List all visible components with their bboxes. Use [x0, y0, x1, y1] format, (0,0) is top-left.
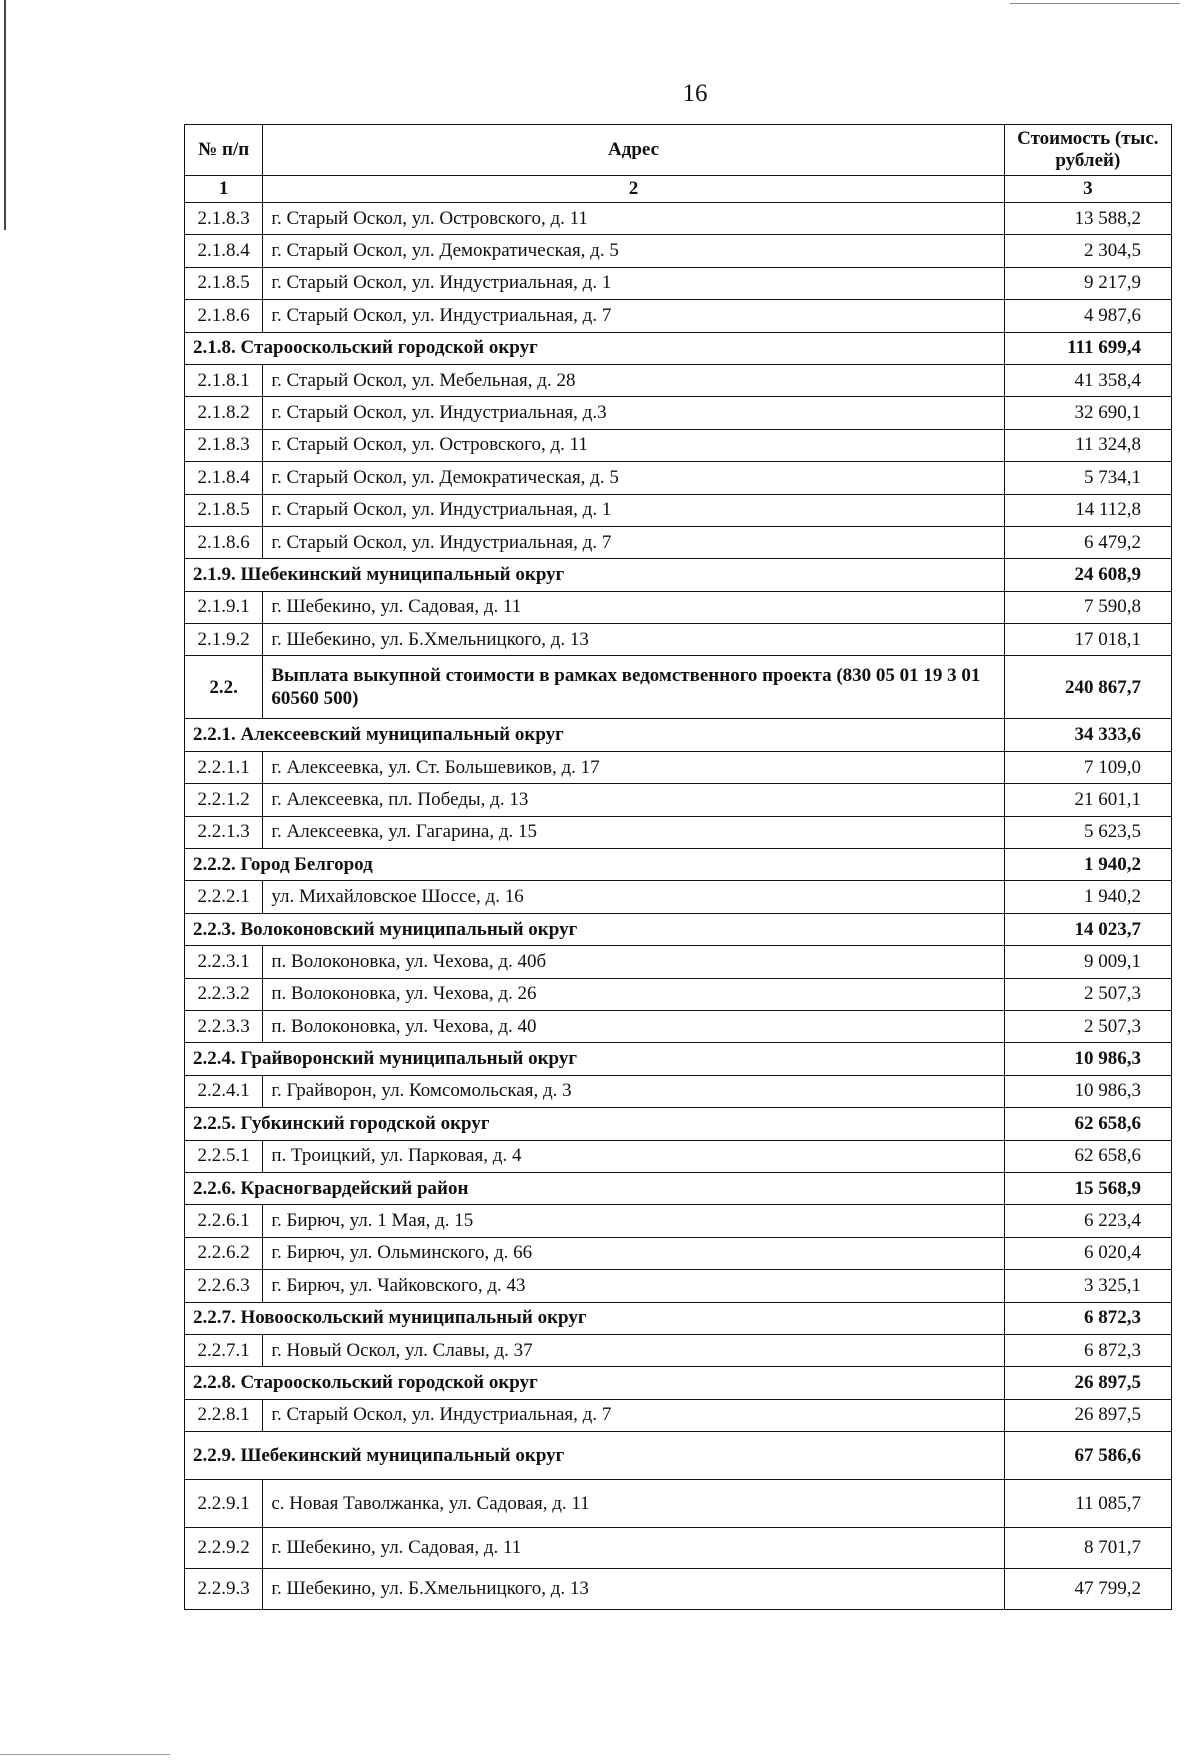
row-address: г. Старый Оскол, ул. Демократическая, д. 5: [263, 235, 1004, 267]
group-title: 2.2.4. Грайворонский муниципальный округ: [185, 1043, 1005, 1075]
row-address: г. Алексеевка, ул. Гагарина, д. 15: [263, 816, 1004, 848]
row-cost: 7 590,8: [1004, 591, 1171, 623]
row-address: с. Новая Таволжанка, ул. Садовая, д. 11: [263, 1480, 1004, 1528]
group-title: 2.2.1. Алексеевский муниципальный округ: [185, 719, 1005, 751]
row-cost: 26 897,5: [1004, 1399, 1171, 1431]
table-row: [185, 784, 1172, 816]
row-cost: 3 325,1: [1004, 1270, 1171, 1302]
row-address: ул. Михайловское Шоссе, д. 16: [263, 881, 1004, 913]
row-address: п. Волоконовка, ул. Чехова, д. 40: [263, 1010, 1004, 1042]
group-title: 2.2.6. Красногвардейский район: [185, 1172, 1005, 1204]
row-address: г. Бирюч, ул. 1 Мая, д. 15: [263, 1205, 1004, 1237]
group-total-cost: 34 333,6: [1004, 719, 1171, 751]
table-header-row: [185, 125, 1172, 176]
table-row: [185, 591, 1172, 623]
row-number: 2.2.1.2: [185, 784, 263, 816]
scan-edge-line: [1010, 3, 1180, 4]
group-title: 2.2.7. Новооскольский муниципальный округ: [185, 1302, 1005, 1334]
table-row: [185, 397, 1172, 429]
row-cost: 6 479,2: [1004, 526, 1171, 558]
table-row: [185, 751, 1172, 783]
row-address: п. Волоконовка, ул. Чехова, д. 26: [263, 978, 1004, 1010]
group-row: [185, 1367, 1172, 1399]
table-row: [185, 300, 1172, 332]
group-total-cost: 14 023,7: [1004, 913, 1171, 945]
row-cost: 1 940,2: [1004, 881, 1171, 913]
column-index-row: [185, 176, 1172, 203]
section-title: Выплата выкупной стоимости в рамках ведомственного проекта (830 05 01 19 3 01 60560 500): [263, 656, 1004, 719]
row-number: 2.1.8.4: [185, 235, 263, 267]
row-number: 2.1.8.6: [185, 300, 263, 332]
row-number: 2.1.9.2: [185, 624, 263, 656]
row-number: 2.1.8.2: [185, 397, 263, 429]
table-row: [185, 1010, 1172, 1042]
row-number: 2.1.8.6: [185, 526, 263, 558]
row-address: г. Шебекино, ул. Садовая, д. 11: [263, 1528, 1004, 1569]
row-address: г. Старый Оскол, ул. Островского, д. 11: [263, 203, 1004, 235]
row-cost: 10 986,3: [1004, 1075, 1171, 1107]
table-row: [185, 1569, 1172, 1610]
section-total-cost: 240 867,7: [1004, 656, 1171, 719]
row-address: г. Шебекино, ул. Б.Хмельницкого, д. 13: [263, 1569, 1004, 1610]
row-number: 2.2.1.3: [185, 816, 263, 848]
table-row: [185, 1480, 1172, 1528]
column-header-address: Адрес: [263, 125, 1004, 176]
table-row: [185, 1399, 1172, 1431]
row-address: п. Волоконовка, ул. Чехова, д. 40б: [263, 946, 1004, 978]
group-row: [185, 1172, 1172, 1204]
column-index: 3: [1004, 176, 1171, 203]
row-number: 2.2.9.1: [185, 1480, 263, 1528]
group-title: 2.2.5. Губкинский городской округ: [185, 1108, 1005, 1140]
table-row: [185, 364, 1172, 396]
column-header-num: № п/п: [185, 125, 263, 176]
row-cost: 9 217,9: [1004, 267, 1171, 299]
row-address: г. Старый Оскол, ул. Индустриальная, д. 1: [263, 494, 1004, 526]
row-cost: 4 987,6: [1004, 300, 1171, 332]
group-row: [185, 1302, 1172, 1334]
row-number: 2.2.9.3: [185, 1569, 263, 1610]
row-cost: 6 020,4: [1004, 1237, 1171, 1269]
table-row: [185, 946, 1172, 978]
row-address: г. Шебекино, ул. Б.Хмельницкого, д. 13: [263, 624, 1004, 656]
row-address: г. Старый Оскол, ул. Индустриальная, д. 7: [263, 300, 1004, 332]
table-body: [185, 203, 1172, 1610]
group-title: 2.2.3. Волоконовский муниципальный округ: [185, 913, 1005, 945]
group-total-cost: 15 568,9: [1004, 1172, 1171, 1204]
row-address: г. Старый Оскол, ул. Демократическая, д. 5: [263, 462, 1004, 494]
column-header-cost: Стоимость (тыс. рублей): [1004, 125, 1171, 176]
row-cost: 21 601,1: [1004, 784, 1171, 816]
table-row: [185, 816, 1172, 848]
table-row: [185, 624, 1172, 656]
row-address: г. Алексеевка, ул. Ст. Большевиков, д. 17: [263, 751, 1004, 783]
row-number: 2.2.4.1: [185, 1075, 263, 1107]
group-row: [185, 849, 1172, 881]
row-cost: 13 588,2: [1004, 203, 1171, 235]
table-row: [185, 526, 1172, 558]
row-address: г. Старый Оскол, ул. Индустриальная, д. 7: [263, 1399, 1004, 1431]
group-row: [185, 1432, 1172, 1480]
group-total-cost: 1 940,2: [1004, 849, 1171, 881]
group-total-cost: 67 586,6: [1004, 1432, 1171, 1480]
column-index: 1: [185, 176, 263, 203]
scan-edge-line: [0, 1754, 170, 1755]
row-number: 2.1.8.5: [185, 494, 263, 526]
row-cost: 2 304,5: [1004, 235, 1171, 267]
group-title: 2.2.9. Шебекинский муниципальный округ: [185, 1432, 1005, 1480]
row-number: 2.2.2.1: [185, 881, 263, 913]
row-number: 2.2.5.1: [185, 1140, 263, 1172]
table-row: [185, 203, 1172, 235]
row-number: 2.1.8.1: [185, 364, 263, 396]
group-row: [185, 559, 1172, 591]
row-number: 2.2.3.1: [185, 946, 263, 978]
group-row: [185, 332, 1172, 364]
row-cost: 47 799,2: [1004, 1569, 1171, 1610]
table-row: [185, 1528, 1172, 1569]
row-cost: 5 623,5: [1004, 816, 1171, 848]
group-total-cost: 111 699,4: [1004, 332, 1171, 364]
row-address: г. Старый Оскол, ул. Индустриальная, д. 1: [263, 267, 1004, 299]
row-address: г. Бирюч, ул. Чайковского, д. 43: [263, 1270, 1004, 1302]
row-number: 2.1.8.3: [185, 429, 263, 461]
row-cost: 2 507,3: [1004, 1010, 1171, 1042]
row-address: г. Шебекино, ул. Садовая, д. 11: [263, 591, 1004, 623]
table-row: [185, 1334, 1172, 1366]
row-number: 2.2.6.3: [185, 1270, 263, 1302]
section-number: 2.2.: [185, 656, 263, 719]
row-number: 2.1.8.4: [185, 462, 263, 494]
group-row: [185, 1043, 1172, 1075]
row-number: 2.2.1.1: [185, 751, 263, 783]
row-address: г. Грайворон, ул. Комсомольская, д. 3: [263, 1075, 1004, 1107]
group-row: [185, 1108, 1172, 1140]
table-row: [185, 1140, 1172, 1172]
row-cost: 6 223,4: [1004, 1205, 1171, 1237]
group-title: 2.2.8. Старооскольский городской округ: [185, 1367, 1005, 1399]
row-address: г. Старый Оскол, ул. Мебельная, д. 28: [263, 364, 1004, 396]
row-cost: 14 112,8: [1004, 494, 1171, 526]
group-total-cost: 24 608,9: [1004, 559, 1171, 591]
table-row: [185, 494, 1172, 526]
table-row: [185, 235, 1172, 267]
row-cost: 32 690,1: [1004, 397, 1171, 429]
table-row: [185, 1075, 1172, 1107]
group-total-cost: 26 897,5: [1004, 1367, 1171, 1399]
table-row: [185, 1270, 1172, 1302]
section-row: [185, 656, 1172, 719]
row-number: 2.2.7.1: [185, 1334, 263, 1366]
group-title: 2.2.2. Город Белгород: [185, 849, 1005, 881]
row-address: г. Старый Оскол, ул. Островского, д. 11: [263, 429, 1004, 461]
row-number: 2.1.8.5: [185, 267, 263, 299]
row-number: 2.1.9.1: [185, 591, 263, 623]
row-number: 2.2.3.3: [185, 1010, 263, 1042]
row-cost: 41 358,4: [1004, 364, 1171, 396]
table-row: [185, 978, 1172, 1010]
row-address: г. Старый Оскол, ул. Индустриальная, д.3: [263, 397, 1004, 429]
group-title: 2.1.9. Шебекинский муниципальный округ: [185, 559, 1005, 591]
row-cost: 5 734,1: [1004, 462, 1171, 494]
row-address: п. Троицкий, ул. Парковая, д. 4: [263, 1140, 1004, 1172]
table-row: [185, 462, 1172, 494]
row-number: 2.2.3.2: [185, 978, 263, 1010]
row-cost: 2 507,3: [1004, 978, 1171, 1010]
cost-table: [184, 124, 1172, 1610]
row-address: г. Алексеевка, пл. Победы, д. 13: [263, 784, 1004, 816]
table-row: [185, 881, 1172, 913]
row-address: г. Старый Оскол, ул. Индустриальная, д. 7: [263, 526, 1004, 558]
row-cost: 9 009,1: [1004, 946, 1171, 978]
group-title: 2.1.8. Старооскольский городской округ: [185, 332, 1005, 364]
row-cost: 7 109,0: [1004, 751, 1171, 783]
table-row: [185, 429, 1172, 461]
row-cost: 6 872,3: [1004, 1334, 1171, 1366]
row-cost: 11 324,8: [1004, 429, 1171, 461]
table-row: [185, 1237, 1172, 1269]
row-cost: 8 701,7: [1004, 1528, 1171, 1569]
group-total-cost: 62 658,6: [1004, 1108, 1171, 1140]
page-number: 16: [682, 80, 708, 107]
row-number: 2.2.8.1: [185, 1399, 263, 1431]
row-cost: 62 658,6: [1004, 1140, 1171, 1172]
group-total-cost: 6 872,3: [1004, 1302, 1171, 1334]
table-row: [185, 267, 1172, 299]
group-row: [185, 719, 1172, 751]
row-address: г. Бирюч, ул. Ольминского, д. 66: [263, 1237, 1004, 1269]
row-cost: 17 018,1: [1004, 624, 1171, 656]
row-number: 2.1.8.3: [185, 203, 263, 235]
row-cost: 11 085,7: [1004, 1480, 1171, 1528]
table-row: [185, 1205, 1172, 1237]
scan-edge-line: [4, 0, 6, 230]
column-index: 2: [263, 176, 1004, 203]
row-number: 2.2.6.2: [185, 1237, 263, 1269]
group-row: [185, 913, 1172, 945]
row-number: 2.2.9.2: [185, 1528, 263, 1569]
row-address: г. Новый Оскол, ул. Славы, д. 37: [263, 1334, 1004, 1366]
group-total-cost: 10 986,3: [1004, 1043, 1171, 1075]
row-number: 2.2.6.1: [185, 1205, 263, 1237]
